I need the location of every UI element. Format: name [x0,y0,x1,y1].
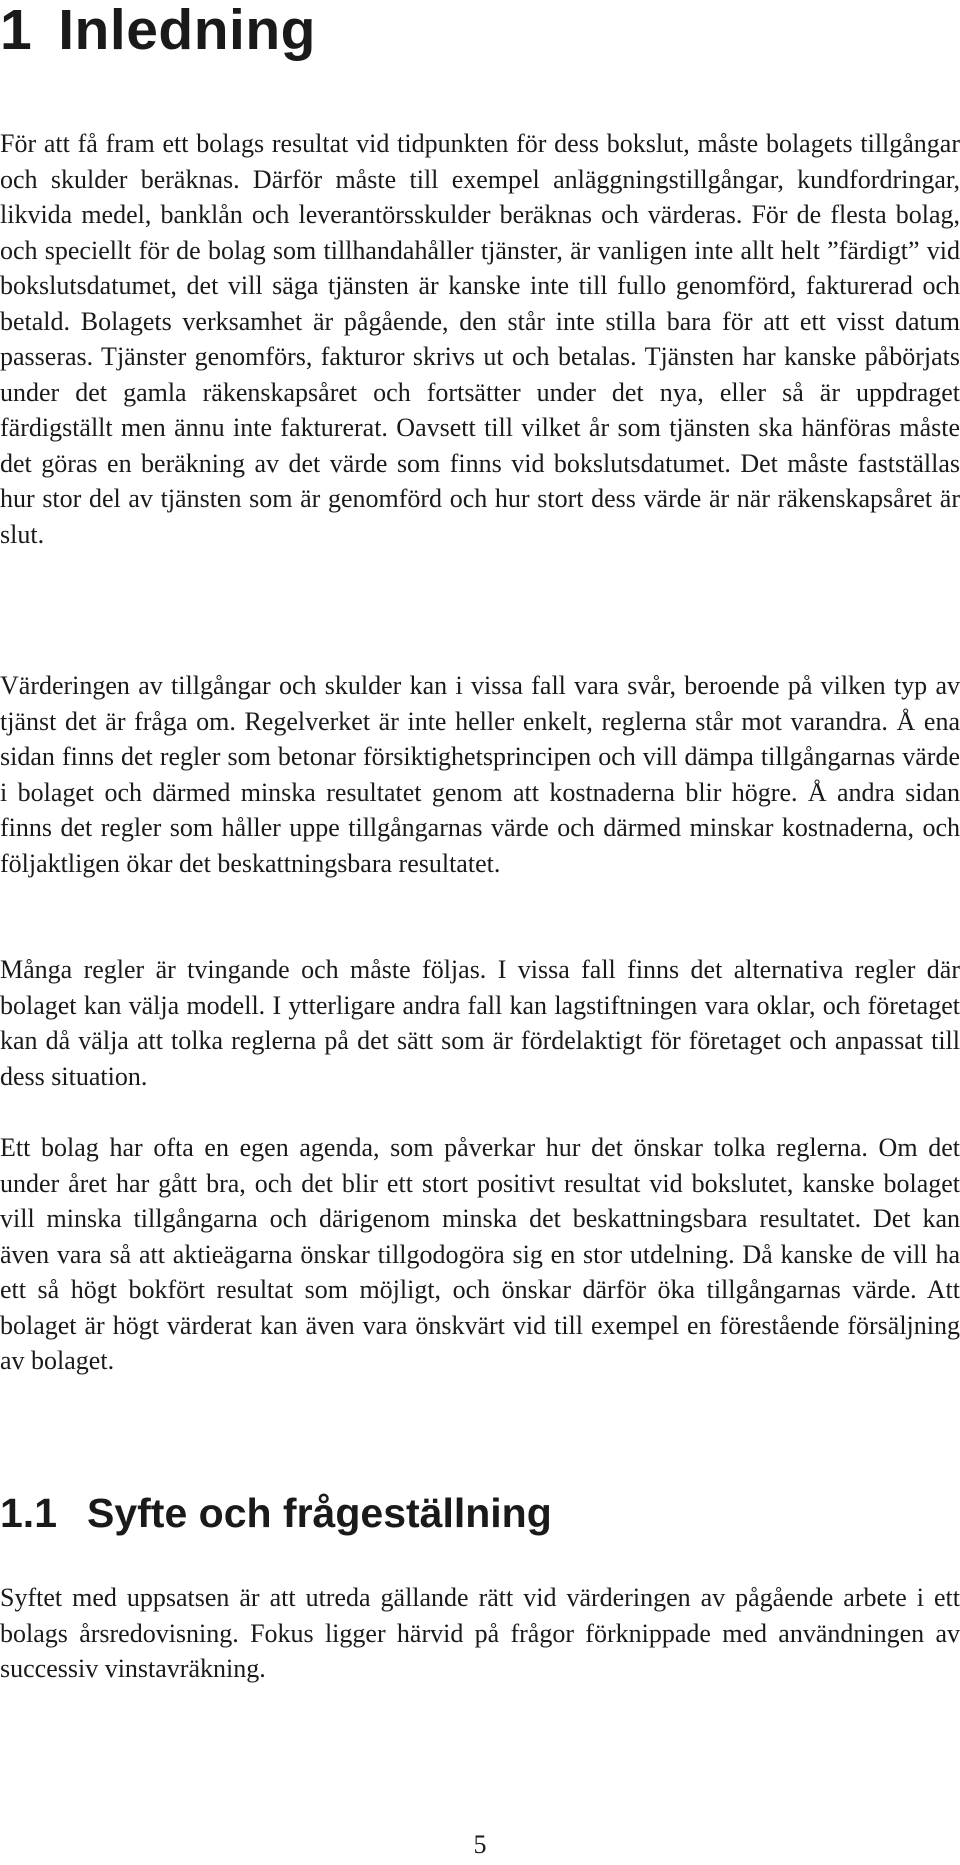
paragraph: För att få fram ett bolags resultat vid tidpunkten för dess bokslut, måste bolagets tillgångar och skulder beräknas. Därför måste till exempel anläggningstillgångar, kundfordringar, likvida medel, banklån och leverantörsskulder beräknas och värderas. För de flesta bolag, och speciellt för de bolag som tillhandahåller tjänster, är vanligen inte allt helt ”färdigt” vid bokslutsdatumet, det vill säga tjänsten är kanske inte till fullo genomförd, fakturerad och betald. Bolagets verksamhet är pågående, den står inte stilla bara för att ett visst datum passeras. Tjänster genomförs, fakturor skrivs ut och betalas. Tjänsten har kanske påbörjats under det gamla räkenskapsåret och fortsätter under det nya, eller så är uppdraget färdigställt men ännu inte fakturerat. Oavsett till vilket år som tjänsten ska hänföras måste det göras en beräkning av det värde som finns vid bokslutsdatumet. Det måste fastställas hur stor del av tjänsten som är genomförd och hur stort dess värde är när räkenskapsåret är slut. [0,129,960,549]
paragraph: Värderingen av tillgångar och skulder kan i vissa fall vara svår, beroende på vilken typ av tjänst det är fråga om. Regelverket är inte heller enkelt, reglerna står mot varandra. Å ena sidan finns det regler som betonar försiktighetsprincipen och vill dämpa tillgångarnas värde i bolaget och därmed minska resultatet genom att kostnaderna blir högre. Å andra sidan finns det regler som håller uppe tillgångarnas värde och därmed minskar kostnaderna, och följaktligen ökar det beskattningsbara resultatet. [0,671,960,878]
section-number: 1.1 [0,1490,57,1536]
section-paragraph: Syftet med uppsatsen är att utreda gällande rätt vid värderingen av pågående arbete i ett bolags årsredovisning. Fokus ligger härvid på frågor förknippade med användningen av successiv vinstavräkning. [0,1583,960,1683]
section-heading [0,1489,552,1537]
chapter-heading [0,0,316,60]
page-number: 5 [473,1830,487,1859]
paragraph: Ett bolag har ofta en egen agenda, som påverkar hur det önskar tolka reglerna. Om det under året har gått bra, och det blir ett stort positivt resultat vid bokslutet, kanske bolaget vill minska tillgångarna och därigenom minska det beskattningsbara resultatet. Det kan även vara så att aktieägarna önskar tillgodogöra sig en stor utdelning. Då kanske de vill ha ett så högt bokfört resultat som möjligt, och önskar därför öka tillgångarnas värde. Att bolaget är högt värderat kan även vara önskvärt vid till exempel en förestående försäljning av bolaget. [0,1133,960,1375]
chapter-number: 1 [0,0,33,62]
section-title: Syfte och frågeställning [87,1490,552,1536]
paragraph: Många regler är tvingande och måste följas. I vissa fall finns det alternativa regler där bolaget kan välja modell. I ytterligare andra fall kan lagstiftningen vara oklar, och företaget kan då välja att tolka reglerna på det sätt som är fördelaktigt för företaget och anpassat till dess situation. [0,955,960,1091]
chapter-title: Inledning [58,0,317,62]
